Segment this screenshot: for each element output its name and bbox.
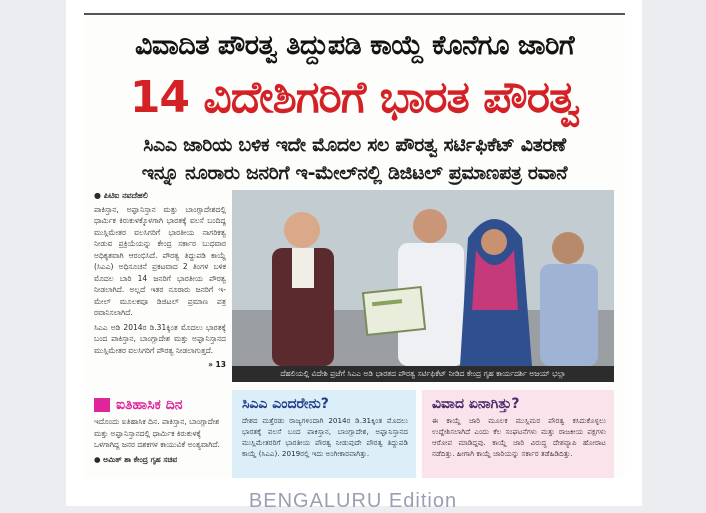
body-paragraph-1: ಪಾಕಿಸ್ತಾನ, ಅಫ್ಘಾನಿಸ್ತಾನ ಮತ್ತು ಬಾಂಗ್ಲಾದೇಶದಲ್ಲಿ ಧಾರ್ಮಿಕ ಕಿರುಕುಳಕ್ಕೊಳಗಾಗಿ ಭಾರತಕ್ಕೆ ವಲಸೆ ಬಂದಿದ್ದ ಮುಸ್ಲಿಮೇತರ ವಲಸಿಗರಿಗೆ ಭಾರತೀಯ ನಾಗರಿಕತ್ವ ನೀಡುವ ಪ್ರಕ್ರಿಯೆಯನ್ನು ಕೇಂದ್ರ ಸರ್ಕಾರ ಬುಧವಾರ ಅಧಿಕೃತವಾಗಿ ಆರಂಭಿಸಿದೆ. ಪೌರತ್ವ ತಿದ್ದುಪಡಿ ಕಾಯ್ದೆ (ಸಿಎಎ) ಅಧಿಸೂಚನೆ ಪ್ರಕಟವಾದ 2 ತಿಂಗಳ ಬಳಿಕ ಮೊದಲ ಬಾರಿ 14 ಜನರಿಗೆ ಭಾರತೀಯ ಪೌರತ್ವ ನೀಡಲಾಗಿದೆ. ಅಲ್ಲದೆ ಇತರ ನೂರಾರು ಜನರಿಗೆ ಇ-ಮೇಲ್ ಮೂಲಕವೂ ಡಿಜಿಟಲ್ ಪ್ರಮಾಣ ಪತ್ರ ರವಾನಿಸಲಾಗಿದೆ. <box>94 204 226 317</box>
historic-quote <box>94 416 226 478</box>
article-body <box>94 190 226 380</box>
byline: ● ಪಿಟಿಐ ನವದೆಹಲಿ <box>94 191 148 200</box>
kicker-headline: ವಿವಾದಿತ ಪೌರತ್ವ ತಿದ್ದುಪಡಿ ಕಾಯ್ದೆ ಕೊನೆಗೂ ಜಾರಿಗೆ <box>134 30 575 61</box>
main-headline: 14 ವಿದೇಶಿಗರಿಗೆ ಭಾರತ ಪೌರತ್ವ <box>129 72 580 123</box>
subheadline-2: ಇನ್ನೂ ನೂರಾರು ಜನರಿಗೆ ಇ-ಮೇಲ್‌ನಲ್ಲಿ ಡಿಜಿಟಲ್ ಪ್ರಮಾಣಪತ್ರ ರವಾನೆ <box>141 162 568 184</box>
top-rule <box>84 13 625 15</box>
info-box-text: ದೇಶದ ಮತ್ತೆರಡು ರಾಜ್ಯಗಳಿಂದಾಗಿ 2014ರ ಡಿ.31ಕ್ಕಿಂತ ಮೊದಲು ಭಾರತಕ್ಕೆ ವಲಸೆ ಬಂದ ಪಾಕಿಸ್ತಾನ, ಬಾಂಗ್ಲಾದೇಶ, ಅಫ್ಘಾನಿಸ್ತಾನದ ಮುಸ್ಲಿಮೇತರರಿಗೆ ಭಾರತೀಯ ಪೌರತ್ವ ನೀಡುವುದೇ ಪೌರತ್ವ ತಿದ್ದುಪಡಿ ಕಾಯ್ದೆ (ಸಿಎಎ). 2019ರಲ್ಲಿ ಇದು ಅಂಗೀಕಾರವಾಗಿತ್ತು. <box>242 416 408 458</box>
pink-square-icon <box>94 398 110 412</box>
info-box-title: ವಿವಾದ ಏನಾಗಿತ್ತು? <box>432 396 520 412</box>
historic-title: ಐತಿಹಾಸಿಕ ದಿನ <box>116 397 183 413</box>
info-box-text: ಈ ಕಾಯ್ದೆ ಜಾರಿ ಮೂಲಕ ಮುಸ್ಲಿಮರ ಪೌರತ್ವ ಕಸಿದುಕೊಳ್ಳಲು ಉದ್ದೇಶಿಸಲಾಗಿದೆ ಎಂದು ಕೆಲ ಸಂಘಟನೆಗಳು ಮತ್ತು ರಾಜಕೀಯ ಪಕ್ಷಗಳು ಆರೋಪ ಮಾಡಿದ್ದವು. ಕಾಯ್ದೆ ಜಾರಿ ವಿರುದ್ಧ ದೇಶವ್ಯಾಪಿ ಹೋರಾಟ ನಡೆದಿತ್ತು. ಹೀಗಾಗಿ ಕಾಯ್ದೆ ಜಾರಿಯನ್ನು ಸರ್ಕಾರ ತಡೆಹಿಡಿದಿತ್ತು. <box>432 416 606 458</box>
info-box-title: ಸಿಎಎ ಎಂದರೇನು? <box>242 396 329 412</box>
photo-illustration <box>232 190 614 366</box>
continued-marker: » 13 <box>208 360 226 369</box>
historic-byline: ● ಅಮಿತ್ ಶಾ ಕೇಂದ್ರ ಗೃಹ ಸಚಿವ <box>94 454 178 464</box>
photo-caption: ದೆಹಲಿಯಲ್ಲಿ ವಿದೇಶಿ ಪ್ರಜೆಗೆ ಸಿಎಎ ಅಡಿ ಭಾರತದ ಪೌರತ್ವ ಸರ್ಟಿಫಿಕೆಟ್ ನೀಡಿದ ಕೇಂದ್ರ ಗೃಹ ಕಾರ್ಯದರ್ಶಿ ಅಜಯ್ ಭಲ್ಲಾ <box>232 366 614 382</box>
edition-label: BENGALURU Edition <box>248 490 458 512</box>
info-box-controversy <box>422 390 614 478</box>
body-paragraph-2: ಸಿಎಎ ಅಡಿ 2014ರ ಡಿ.31ಕ್ಕಿಂತ ಮೊದಲು ಭಾರತಕ್ಕೆ ಬಂದ ಪಾಕಿಸ್ತಾನ, ಬಾಂಗ್ಲಾದೇಶ ಮತ್ತು ಅಫ್ಘಾನಿಸ್ತಾನದ ಮುಸ್ಲಿಮೇತರ ವಲಸಿಗರಿಗೆ ಪೌರತ್ವ ನೀಡಲಾಗುತ್ತದೆ. <box>94 322 226 355</box>
subheadline-1: ಸಿಎಎ ಜಾರಿಯ ಬಳಿಕ ಇದೇ ಮೊದಲ ಸಲ ಪೌರತ್ವ ಸರ್ಟಿಫಿಕೆಟ್ ವಿತರಣೆ <box>143 134 566 156</box>
historic-text: ಇದೊಂದು ಐತಿಹಾಸಿಕ ದಿನ. ಪಾಕಿಸ್ತಾನ, ಬಾಂಗ್ಲಾದೇಶ ಮತ್ತು ಅಫ್ಘಾನಿಸ್ತಾನದಲ್ಲಿ ಧಾರ್ಮಿಕ ಕಿರುಕುಳಕ್ಕೆ ಒಳಗಾಗಿದ್ದ ಜನರ ದಶಕಗಳ ಕಾಯುವಿಕೆ ಅಂತ್ಯವಾಗಿದೆ. <box>94 417 220 449</box>
historic-day-heading <box>94 396 226 414</box>
info-box-what-is-caa <box>232 390 416 478</box>
article-photo <box>232 190 614 366</box>
newspaper-clipping <box>84 10 625 478</box>
